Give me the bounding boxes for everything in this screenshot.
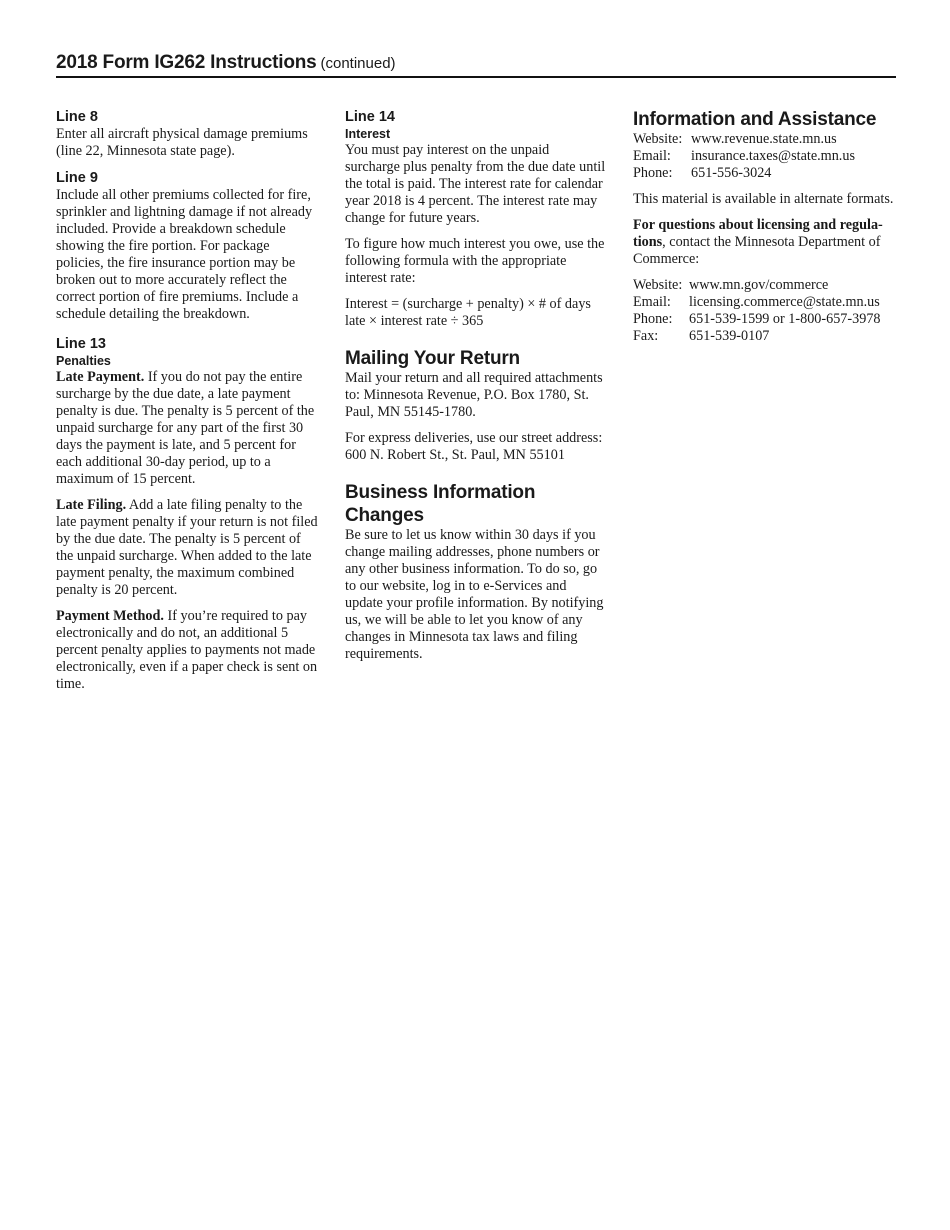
payment-method-label: Payment Method. <box>56 608 164 624</box>
commerce-fax-value: 651-539-0107 <box>689 328 770 344</box>
commerce-email-row <box>633 294 881 311</box>
business-paragraph: Be sure to let us know within 30 days if you change mailing addresses, phone numbers or any other business information. To do so, go to our website, log in to e-Services and update your profile information. By notifying us, we will be able to let you know of any changes in Minnesota tax laws and filing requirements. <box>345 527 604 662</box>
revenue-email-link[interactable]: insurance.taxes@state.mn.us <box>691 148 855 164</box>
licensing-bold: For questions about licensing and regulations <box>633 217 883 250</box>
continued-label: (continued) <box>320 55 396 72</box>
commerce-website-label: Website: <box>633 277 683 293</box>
info-heading: Information and Assistance <box>633 109 877 130</box>
late-payment-label: Late Payment. <box>56 369 145 385</box>
line8-heading: Line 8 <box>56 109 98 125</box>
business-heading: Business Information Changes <box>345 482 536 526</box>
line9-heading: Line 9 <box>56 170 98 186</box>
alt-formats-text: This material is available in alternate formats. <box>633 191 894 207</box>
interest-paragraph-2: To figure how much interest you owe, use the following formula with the appropriate interest rate: <box>345 236 605 286</box>
commerce-website-link[interactable]: www.mn.gov/commerce <box>689 277 829 293</box>
mailing-paragraph-1: Mail your return and all required attachments to: Minnesota Revenue, P.O. Box 1780, St. Paul, MN 55145-1780. <box>345 370 603 420</box>
column-2 <box>345 108 607 672</box>
mailing-paragraph-2: For express deliveries, use our street address: 600 N. Robert St., St. Paul, MN 55101 <box>345 430 603 463</box>
interest-formula: Interest = (surcharge + penalty) × # of days late × interest rate ÷ 365 <box>345 296 591 329</box>
page-header <box>56 52 896 78</box>
commerce-phone-row <box>633 311 881 328</box>
interest-paragraph-1: You must pay interest on the unpaid surcharge plus penalty from the due date until the total is paid. The interest rate for calendar year 2018 is 4 percent. The interest rate may change for future years. <box>345 142 606 226</box>
revenue-phone-value: 651-556-3024 <box>691 165 772 181</box>
commerce-fax-row <box>633 328 881 345</box>
commerce-email-link[interactable]: licensing.commerce@state.mn.us <box>689 294 880 310</box>
line14-subheading: Interest <box>345 127 391 141</box>
payment-method-text: If you’re required to pay electronically and do not, an additional 5 percent penalty applies to payments not made electronically, even if a paper check is sent on time. <box>56 608 318 692</box>
commerce-contact-table <box>633 277 881 345</box>
revenue-email-row <box>633 148 855 165</box>
line14-heading: Line 14 <box>345 109 395 125</box>
late-filing-label: Late Filing. <box>56 497 127 513</box>
revenue-phone-label: Phone: <box>633 165 673 181</box>
revenue-phone-row <box>633 165 855 182</box>
licensing-text: , contact the Minnesota Department of Commerce: <box>633 234 881 267</box>
commerce-email-label: Email: <box>633 294 671 310</box>
payment-method-paragraph <box>56 608 318 693</box>
late-payment-text: If you do not pay the entire surcharge by the due date, a late payment penalty is due. The penalty is 5 percent of the unpaid surcharge for any part of the first 30 days the payment is late, and 5 percent for each additional 30-day period, up to a maximum of 15 percent. <box>56 369 315 487</box>
column-1 <box>56 108 318 702</box>
line9-text: Include all other premiums collected for fire, sprinkler and lightning damage if not already included. Provide a breakdown schedule showing the fire portion. For package policies, the fire insurance portion may be broken out to more accurately reflect the correct portion of fire premiums. Include a schedule detailing the breakdown. <box>56 187 313 322</box>
line13-heading: Line 13 <box>56 336 106 352</box>
commerce-phone-label: Phone: <box>633 311 673 327</box>
mailing-heading: Mailing Your Return <box>345 348 520 369</box>
revenue-website-link[interactable]: www.revenue.state.mn.us <box>691 131 837 147</box>
revenue-website-label: Website: <box>633 131 683 147</box>
licensing-paragraph <box>633 217 895 268</box>
commerce-website-row <box>633 277 881 294</box>
late-filing-text: Add a late filing penalty to the late payment penalty if your return is not filed by the due date. The penalty is 5 percent of the unpaid surcharge. When added to the late payment penalty, the maximum combined penalty is 20 percent. <box>56 497 318 598</box>
line8-text: Enter all aircraft physical damage premiums (line 22, Minnesota state page). <box>56 126 308 159</box>
column-3 <box>633 108 895 354</box>
late-filing-paragraph <box>56 497 318 599</box>
revenue-website-row <box>633 131 855 148</box>
commerce-fax-label: Fax: <box>633 328 659 344</box>
revenue-contact-table <box>633 131 855 182</box>
commerce-phone-value: 651-539-1599 or 1-800-657-3978 <box>689 311 881 327</box>
late-payment-paragraph <box>56 369 318 488</box>
page-title: 2018 Form IG262 Instructions <box>56 52 317 73</box>
revenue-email-label: Email: <box>633 148 671 164</box>
line13-subheading: Penalties <box>56 354 111 368</box>
